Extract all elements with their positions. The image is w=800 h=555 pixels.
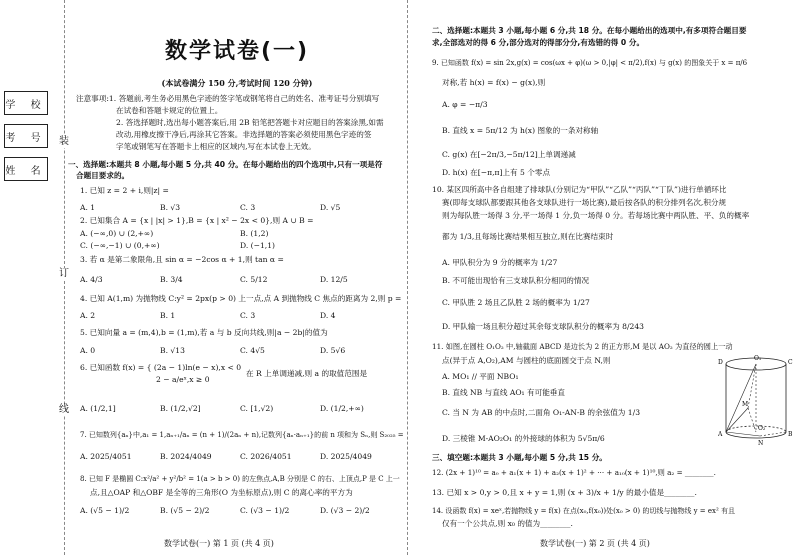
q11-opt-b[interactable]: B. 直线 NB 与直线 AO₁ 有可能垂直 — [442, 388, 565, 397]
q2-opt-d[interactable]: D. (−1,1) — [240, 241, 276, 250]
q14-line-2: 仅有一个公共点,则 x₀ 的值为________. — [442, 519, 573, 528]
section2-header-2: 求,全部选对的得 6 分,部分选对的得部分分,有选错的得 0 分。 — [432, 38, 645, 47]
binding-label-xian: 线 — [59, 404, 69, 415]
q11-opt-d[interactable]: D. 三棱锥 M-AO₂O₁ 的外接球的体积为 5√5π/6 — [442, 434, 605, 443]
q4-opt-a[interactable]: A. 2 — [80, 311, 96, 320]
q5-opt-d[interactable]: D. 5√6 — [320, 346, 346, 355]
q14-line-1: 14. 设函数 f(x) = xeˣ,若抛物线 y = f(x) 在点(x₀,f(x₀))处(x₀ > 0) 的切线与抛物线 y = ex² 有且 — [432, 507, 735, 515]
school-field[interactable]: 学 校 — [4, 91, 48, 115]
fig-label-o1: O₁ — [754, 355, 762, 362]
q6-stem-3: 在 R 上单调递减,则 a 的取值范围是 — [246, 369, 368, 378]
exam-number-field[interactable]: 考 号 — [4, 124, 48, 148]
notice-line-1: 注意事项:1. 答题前,考生务必用黑色字迹的签字笔或钢笔将自己的姓名、准考证号分别填写 — [76, 94, 380, 103]
q9-opt-c[interactable]: C. g(x) 在[−2π/3,−5π/12]上单调递减 — [442, 150, 576, 159]
q13: 13. 已知 x > 0,y > 0,且 x + y = 1,则 (x + 3)/x + 1/y 的最小值是________. — [432, 488, 697, 497]
name-field[interactable]: 姓 名 — [4, 157, 48, 181]
q7-opt-c[interactable]: C. 2026/4051 — [240, 452, 292, 461]
q8-opt-a[interactable]: A. (√5 − 1)/2 — [80, 506, 130, 515]
q3-stem: 3. 若 α 是第二象限角,且 sin α = −2cos α + 1,则 tan α = — [80, 255, 284, 264]
fig-label-o2: O₂ — [758, 425, 766, 432]
q3-opt-d[interactable]: D. 12/5 — [320, 275, 348, 284]
q8-opt-c[interactable]: C. (√3 − 1)/2 — [240, 506, 290, 515]
q6-opt-c[interactable]: C. [1,√2) — [240, 404, 274, 413]
q8-stem-1: 8. 已知 F 是椭圆 C:x²/a² + y²/b² = 1(a > b > 0) 的左焦点,A,B 分别是 C 的右、上顶点,P 是 C 上一 — [80, 475, 400, 483]
q1-opt-b[interactable]: B. √3 — [160, 203, 181, 212]
gutter-divider — [407, 0, 408, 555]
q10-opt-a[interactable]: A. 甲队积分为 9 分的概率为 1/27 — [442, 258, 558, 267]
q10-stem-3: 则为每队胜一场得 3 分,平一场得 1 分,负一场得 0 分。若每场比赛中两队胜、平、负的概率 — [442, 211, 750, 220]
section2-header: 二、选择题:本题共 3 小题,每小题 6 分,共 18 分。在每小题给出的选项中,有多项符合题目要 — [432, 26, 747, 35]
q6-opt-a[interactable]: A. (1/2,1] — [80, 404, 116, 413]
section1-header: 一、选择题:本题共 8 小题,每小题 5 分,共 40 分。在每小题给出的四个选项中,只有一项是符 — [68, 160, 383, 169]
q10-opt-c[interactable]: C. 甲队胜 2 场且乙队胜 2 场的概率为 1/27 — [442, 298, 590, 307]
notice-line-5: 字笔或钢笔写在答题卡上相应的区域内,写在本试卷上无效。 — [116, 142, 316, 151]
notice-line-2: 在试卷和答题卡规定的位置上。 — [116, 106, 223, 115]
section1-header-2: 合题目要求的。 — [76, 171, 130, 180]
q4-opt-d[interactable]: D. 4 — [320, 311, 336, 320]
q3-opt-c[interactable]: C. 5/12 — [240, 275, 268, 284]
q4-opt-b[interactable]: B. 1 — [160, 311, 176, 320]
exam-title: 数学试卷(一) — [164, 39, 310, 64]
q7-stem: 7. 已知数列{aₙ}中,a₁ = 1,aₙ₊₁/aₙ = (n + 1)/(2aₙ + n),记数列{aₙ·aₙ₊₁}的前 n 项和为 Sₙ,则 S₂₀₂₅ = — [80, 431, 404, 439]
notice-line-4: 改动,用橡皮擦干净后,再涂其它答案。非选择题的答案必须使用黑色字迹的签 — [116, 130, 372, 139]
q11-opt-c[interactable]: C. 当 N 为 AB 的中点时,二面角 O₁-AN-B 的余弦值为 1/3 — [442, 408, 641, 417]
q10-stem-4: 都为 1/3,且每场比赛结果相互独立,则在比赛结束时 — [442, 232, 614, 241]
q7-opt-b[interactable]: B. 2024/4049 — [160, 452, 212, 461]
q6-stem-1: 6. 已知函数 f(x) = { (2a − 1)ln(e − x),x < 0 — [80, 363, 242, 372]
q9-opt-b[interactable]: B. 直线 x = 5π/12 为 h(x) 图象的一条对称轴 — [442, 126, 599, 135]
q10-stem-1: 10. 某区四所高中各自组建了排球队(分别记为“甲队”“乙队”“丙队”“丁队”)进行单循环比 — [432, 185, 727, 194]
q12: 12. (2x + 1)¹⁰ = a₀ + a₁(x + 1) + a₂(x + 1)² + ··· + a₁₀(x + 1)¹⁰,则 a₂ = ________. — [432, 468, 716, 477]
fig-label-n: N — [758, 440, 764, 447]
q2-opt-a[interactable]: A. (−∞,0) ∪ (2,+∞) — [80, 229, 154, 238]
q8-opt-b[interactable]: B. (√5 − 2)/2 — [160, 506, 210, 515]
q2-opt-b[interactable]: B. (1,2) — [240, 229, 269, 238]
fig-label-c: C — [788, 359, 793, 366]
fig-label-d: D — [718, 359, 723, 366]
q8-opt-d[interactable]: D. (√3 − 2)/2 — [320, 506, 370, 515]
q9-opt-a[interactable]: A. φ = −π/3 — [442, 100, 488, 109]
q2-opt-c[interactable]: C. (−∞,−1) ∪ (0,+∞) — [80, 241, 160, 250]
q5-opt-b[interactable]: B. √13 — [160, 346, 185, 355]
cylinder-figure — [718, 352, 794, 448]
q10-opt-b[interactable]: B. 不可能出现恰有三支球队积分相同的情况 — [442, 276, 590, 285]
section3-header: 三、填空题:本题共 3 小题,每小题 5 分,共 15 分。 — [432, 453, 607, 462]
binding-label-ding: 订 — [59, 268, 69, 279]
q3-opt-b[interactable]: B. 3/4 — [160, 275, 183, 284]
q1-opt-c[interactable]: C. 3 — [240, 203, 256, 212]
q4-stem: 4. 已知 A(1,m) 为抛物线 C:y² = 2px(p > 0) 上一点,点 A 到抛物线 C 焦点的距离为 2,则 p = — [80, 294, 402, 303]
q6-opt-d[interactable]: D. (1/2,+∞) — [320, 404, 364, 413]
q10-opt-d[interactable]: D. 甲队输一场且积分超过其余每支球队积分的概率为 8/243 — [442, 322, 645, 331]
q11-stem-1: 11. 如图,在圆柱 O₁O₂ 中,轴截面 ABCD 是边长为 2 的正方形,M 是以 AO₂ 为直径的圆上一动 — [432, 342, 733, 351]
q7-opt-d[interactable]: D. 2025/4049 — [320, 452, 372, 461]
q2-stem: 2. 已知集合 A = {x | |x| > 1},B = {x | x² − 2x < 0},则 A ∪ B = — [80, 216, 314, 225]
left-footer: 数学试卷(一) 第 1 页 (共 4 页) — [164, 539, 274, 548]
q6-opt-b[interactable]: B. (1/2,√2] — [160, 404, 201, 413]
q1-opt-d[interactable]: D. √5 — [320, 203, 341, 212]
q11-stem-2: 点(异于点 A,O₂),AM 与圆柱的底面圆交于点 N,则 — [442, 356, 611, 365]
q9-stem-1: 9. 已知函数 f(x) = sin 2x,g(x) = cos(ωx + φ)(ω > 0,|φ| < π/2),f(x) 与 g(x) 的图象关于 x = π/6 — [432, 59, 748, 67]
notice-line-3: 2. 答选择题时,选出每小题答案后,用 2B 铅笔把答题卡对应题目的答案涂黑,如需 — [116, 118, 384, 127]
exam-subtitle: (本试卷满分 150 分,考试时间 120 分钟) — [161, 78, 313, 88]
right-page — [416, 0, 800, 555]
q7-opt-a[interactable]: A. 2025/4051 — [80, 452, 132, 461]
page-gutter — [400, 0, 416, 555]
q5-stem: 5. 已知向量 a = (m,4),b = (1,m),若 a 与 b 反向共线,则|a − 2b|的值为 — [80, 328, 328, 337]
right-footer: 数学试卷(一) 第 2 页 (共 4 页) — [540, 539, 650, 548]
fig-label-b: B — [788, 431, 793, 438]
q4-opt-c[interactable]: C. 3 — [240, 311, 256, 320]
q9-opt-d[interactable]: D. h(x) 在[−π,π]上有 5 个零点 — [442, 168, 551, 177]
q11-opt-a[interactable]: A. MO₁ // 平面 NBO₁ — [442, 372, 519, 381]
q5-opt-a[interactable]: A. 0 — [80, 346, 96, 355]
q3-opt-a[interactable]: A. 4/3 — [80, 275, 103, 284]
q8-stem-2: 点,且△OAP 和△OBF 是全等的三角形(O 为坐标原点),则 C 的离心率的平方为 — [90, 488, 353, 497]
fig-label-a: A — [718, 431, 723, 438]
q5-opt-c[interactable]: C. 4√5 — [240, 346, 265, 355]
q6-stem-2: 2 − a/eˣ,x ≥ 0 — [156, 375, 210, 384]
q9-stem-2: 对称,若 h(x) = f(x) − g(x),则 — [442, 78, 546, 87]
binding-label-zhuang: 装 — [59, 136, 69, 147]
q1-opt-a[interactable]: A. 1 — [80, 203, 96, 212]
q10-stem-2: 赛(即每支球队都要跟其他各支球队进行一场比赛),最后按各队的积分排列名次,积分规 — [442, 198, 727, 207]
fig-label-m: M — [742, 401, 749, 408]
q1-stem: 1. 已知 z = 2 + i,则|z| = — [80, 186, 169, 195]
